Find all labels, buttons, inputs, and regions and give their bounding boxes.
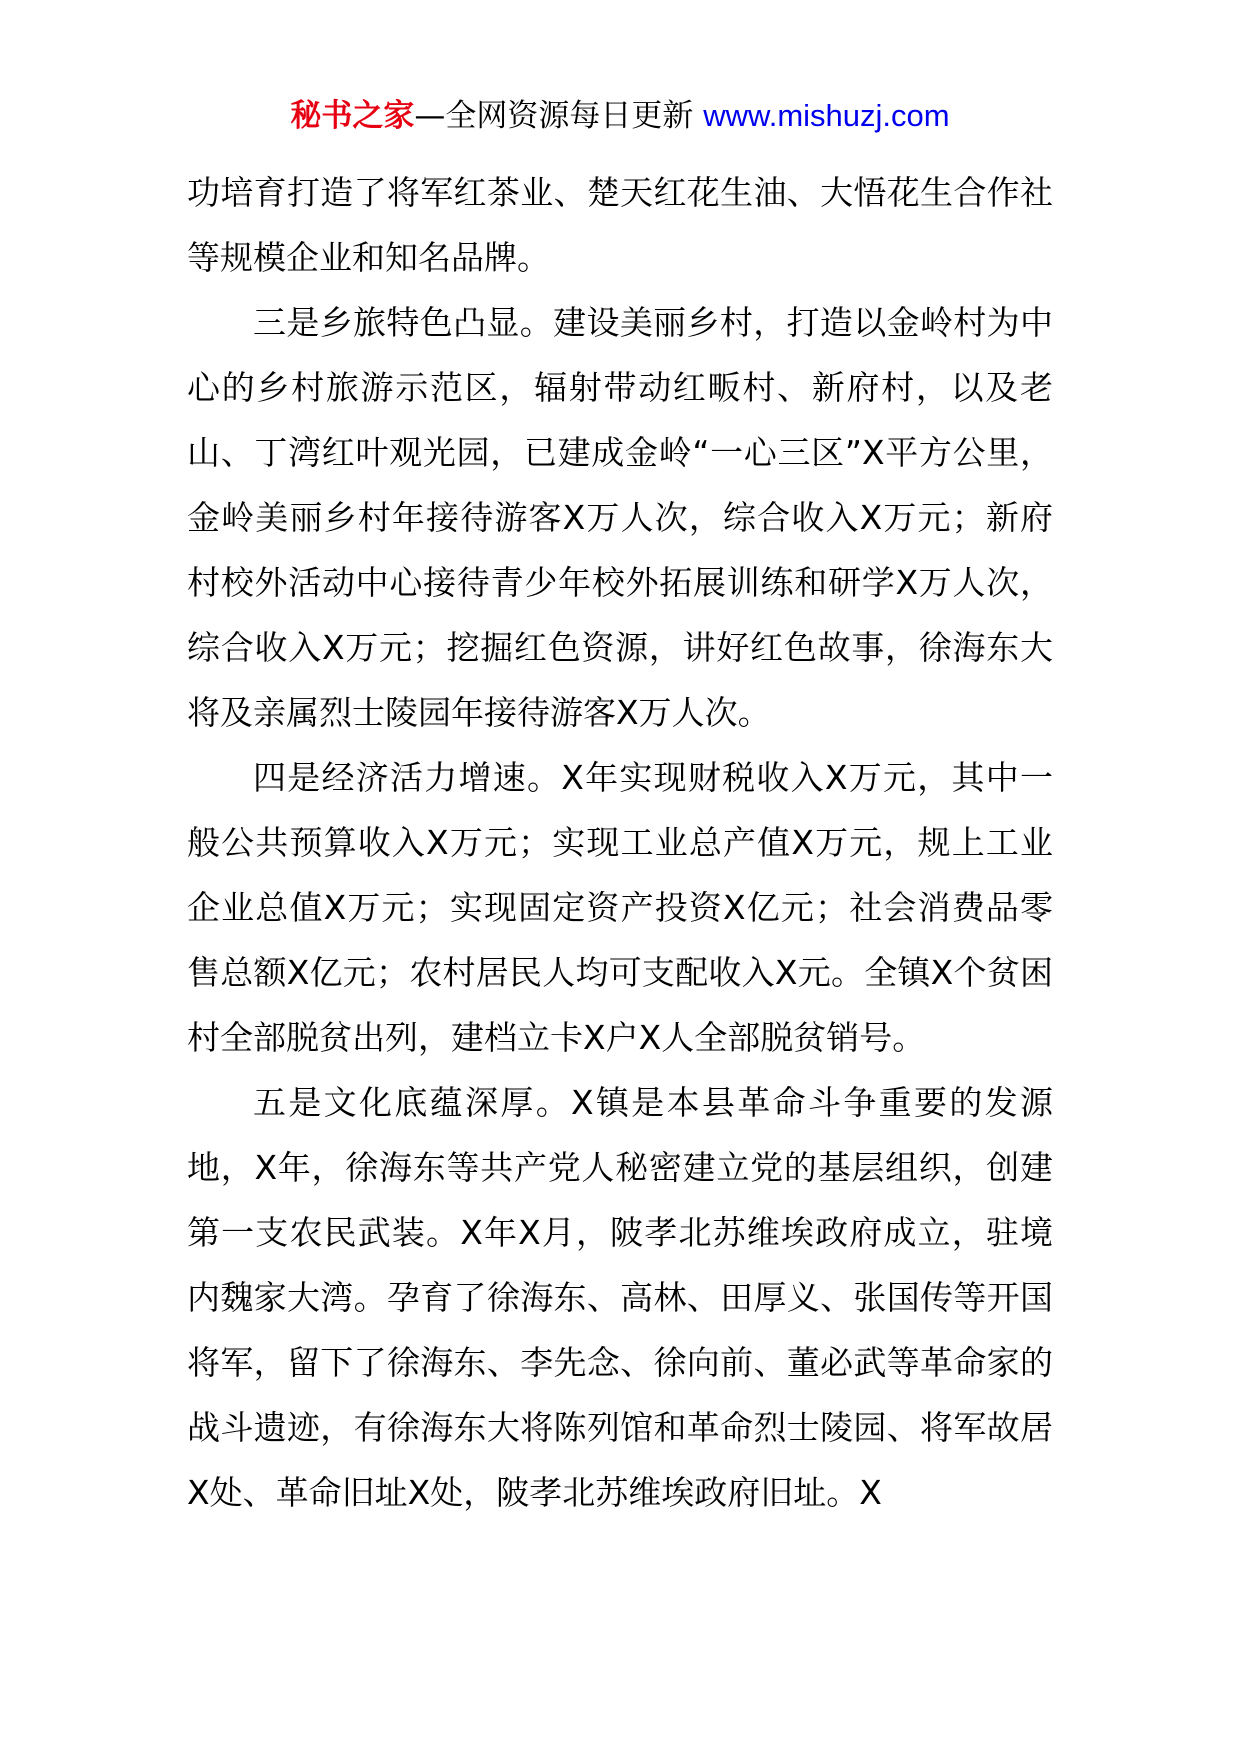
paragraph-rural-tourism: 三是乡旅特色凸显。建设美丽乡村，打造以金岭村为中心的乡村旅游示范区，辐射带动红畈村、新府村，以及老山、丁湾红叶观光园，已建成金岭“一心三区”X平方公里，金岭美丽乡村年接待游客X万人次，综合收入X万元；新府村校外活动中心接待青少年校外拓展训练和研学X万人次，综合收入X万元；挖掘红色资源，讲好红色故事，徐海东大将及亲属烈士陵园年接待游客X万人次。 [187, 303, 1053, 732]
paragraph-continuation: 功培育打造了将军红茶业、楚天红花生油、大悟花生合作社等规模企业和知名品牌。 [187, 173, 1053, 277]
site-brand: 秘书之家 [290, 98, 415, 134]
site-url-link[interactable]: www.mishuzj.com [703, 98, 950, 133]
site-tagline: —全网资源每日更新 [414, 98, 704, 134]
document-body [187, 160, 1053, 1525]
paragraph-cultural-heritage: 五是文化底蕴深厚。X镇是本县革命斗争重要的发源地，X年，徐海东等共产党人秘密建立党的基层组织，创建第一支农民武装。X年X月，陂孝北苏维埃政府成立，驻境内魏家大湾。孕育了徐海东、高林、田厚义、张国传等开国将军，留下了徐海东、李先念、徐向前、董必武等革命家的战斗遗迹，有徐海东大将陈列馆和革命烈士陵园、将军故居X处、革命旧址X处，陂孝北苏维埃政府旧址。X [187, 1083, 1053, 1512]
page-header [0, 96, 1240, 136]
paragraph-economic-vitality: 四是经济活力增速。X年实现财税收入X万元，其中一般公共预算收入X万元；实现工业总产值X万元，规上工业企业总值X万元；实现固定资产投资X亿元；社会消费品零售总额X亿元；农村居民人均可支配收入X元。全镇X个贫困村全部脱贫出列，建档立卡X户X人全部脱贫销号。 [187, 758, 1053, 1057]
